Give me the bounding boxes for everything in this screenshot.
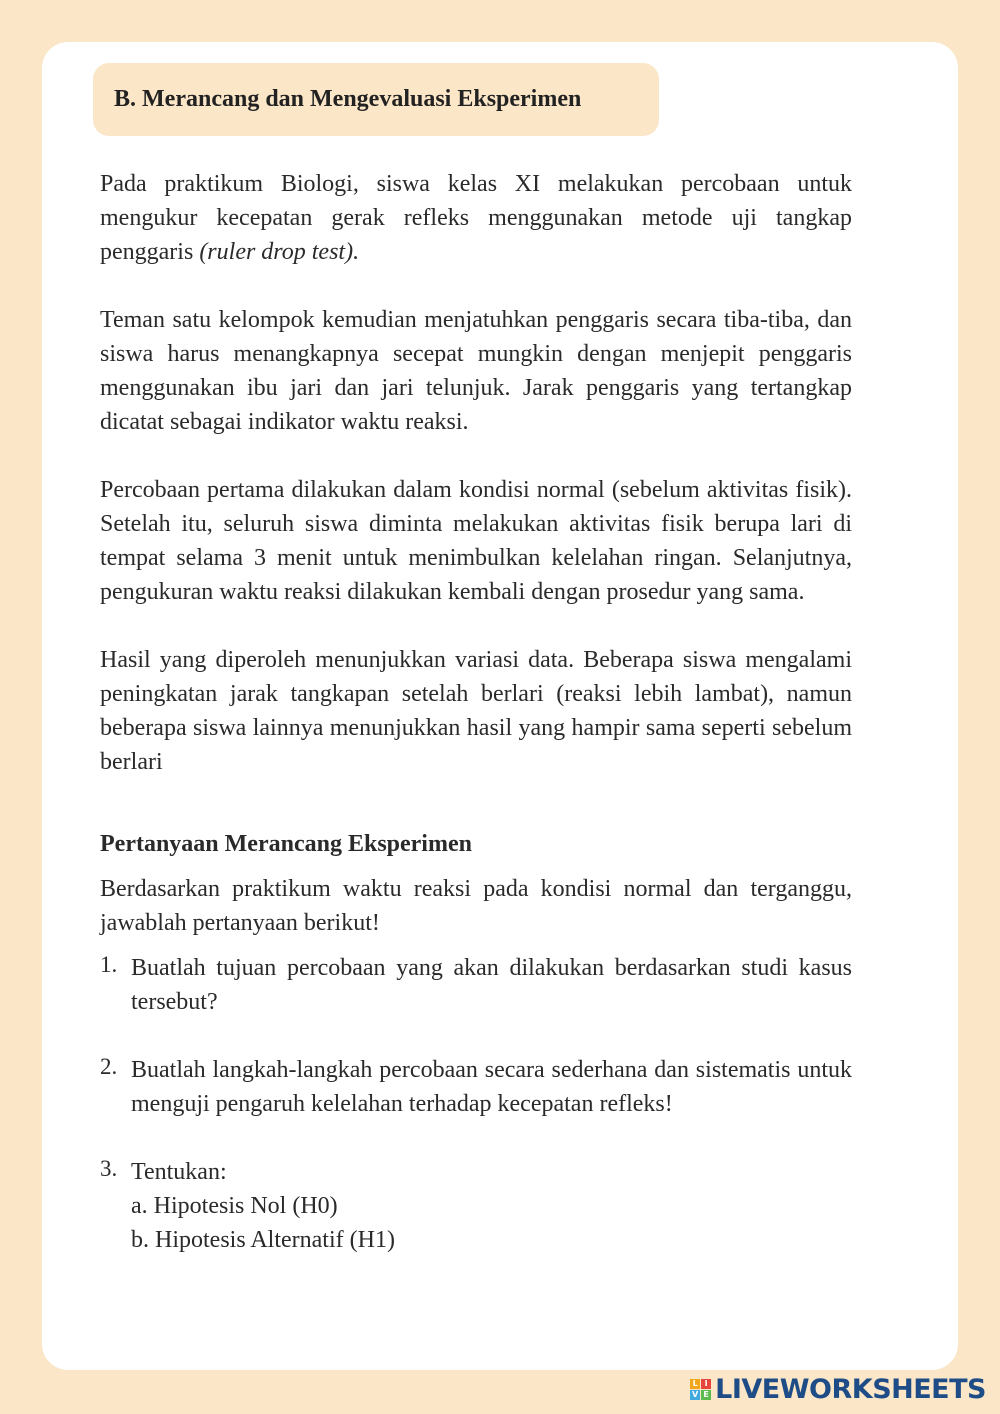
questions-heading: Pertanyaan Merancang Eksperimen [100,831,472,857]
paragraph-4: Hasil yang diperoleh menunjukkan variasi data. Beberapa siswa mengalami peningkatan jarak tangkapan setelah berlari (reaksi lebih lambat), namun beberapa siswa lainnya menunjukkan hasil yang hampir sama seperti sebelum berlari [100,647,852,775]
question-3-body [131,1155,852,1257]
logo-letter-i: I [701,1379,711,1389]
question-3-number: 3. [100,1156,118,1181]
question-1-number: 1. [100,952,118,977]
question-3-sub-b: b. Hipotesis Alternatif (H1) [131,1227,395,1253]
paragraph-3: Percobaan pertama dilakukan dalam kondisi normal (sebelum aktivitas fisik). Setelah itu, seluruh siswa diminta melakukan aktivitas fisik berupa lari di tempat selama 3 menit untuk menimbulkan kelelahan ringan. Selanjutnya, pengukuran waktu reaksi dilakukan kembali dengan prosedur yang sama. [100,477,852,605]
question-1-text: Buatlah tujuan percobaan yang akan dilakukan berdasarkan studi kasus tersebut? [131,955,852,1015]
paragraph-2: Teman satu kelompok kemudian menjatuhkan penggaris secara tiba-tiba, dan siswa harus menangkapnya secepat mungkin dengan menjepit penggaris menggunakan ibu jari dan jari telunjuk. Jarak penggaris yang tertangkap dicatat sebagai indikator waktu reaksi. [100,307,852,435]
section-title: B. Merancang dan Mengevaluasi Eksperimen [93,63,659,136]
question-1 [100,951,852,1019]
paragraph-1 [100,167,852,269]
paragraph-1-italic: (ruler drop test). [199,239,360,265]
worksheet-content [100,167,852,1291]
question-3-sub-a: a. Hipotesis Nol (H0) [131,1193,338,1219]
logo-letter-v: V [692,1389,699,1399]
question-2-number: 2. [100,1054,118,1079]
liveworksheets-logo[interactable] [690,1374,986,1404]
question-2 [100,1053,852,1121]
question-3 [100,1155,852,1257]
paragraph-1-text: Pada praktikum Biologi, siswa kelas XI melakukan percobaan untuk mengukur kecepatan gerak refleks menggunakan metode uji tangkap penggaris [100,171,852,265]
logo-letter-e: E [701,1390,711,1400]
logo-brand-text: LIVEWORKSHEETS [715,1373,986,1405]
question-2-text: Buatlah langkah-langkah percobaan secara sederhana dan sistematis untuk menguji pengaruh kelelahan terhadap kecepatan refleks! [131,1057,852,1117]
logo-grid-icon [690,1379,711,1400]
questions-intro: Berdasarkan praktikum waktu reaksi pada kondisi normal dan terganggu, jawablah pertanyaan berikut! [100,876,852,936]
question-3-text: Tentukan: [131,1159,227,1185]
logo-letter-l: L [690,1379,700,1389]
